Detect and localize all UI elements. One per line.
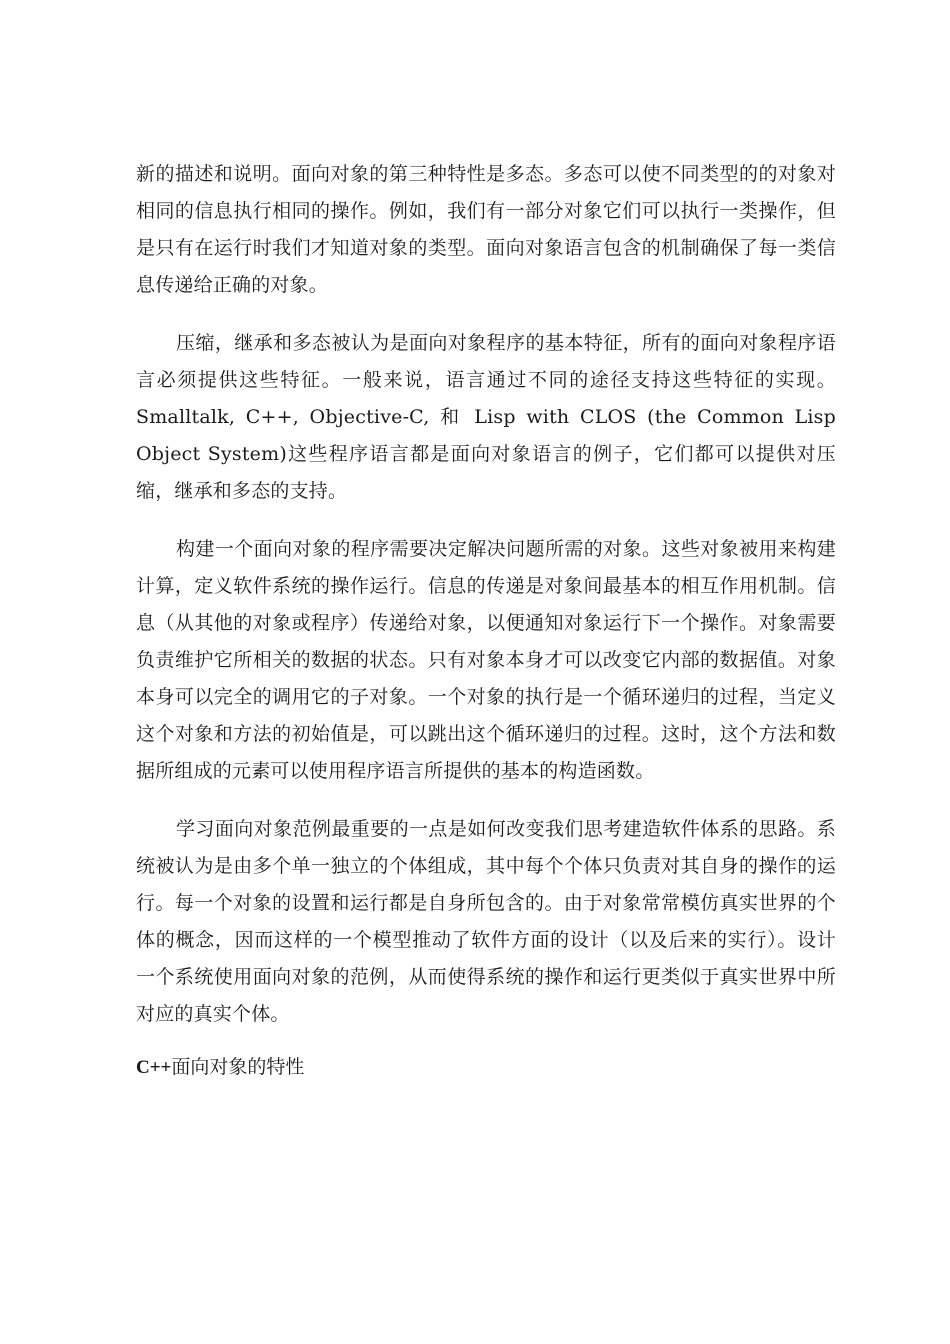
paragraph-learning-paradigm: 学习面向对象范例最重要的一点是如何改变我们思考建造软件体系的思路。系统被认为是由多个单一独立的个体组成，其中每个个体只负责对其自身的操作的运行。每一个对象的设置和运行都是自身所包含的。由于对象常常模仿真实世界的个体的概念，因而这样的一个模型推动了软件方面的设计（以及后来的实行）。设计一个系统使用面向对象的范例，从而使得系统的操作和运行更类似于真实世界中所对应的真实个体。 xyxy=(136,818,836,1025)
document-body xyxy=(136,156,836,1086)
section-heading-text: 面向对象的特性 xyxy=(171,1056,305,1078)
section-heading xyxy=(136,1049,836,1086)
section-heading-latin: C++ xyxy=(136,1057,172,1078)
paragraph-oop-features: 压缩，继承和多态被认为是面向对象程序的基本特征，所有的面向对象程序语言必须提供这些特征。一般来说，语言通过不同的途径支持这些特征的实现。Smalltalk, C++, Objective-C, 和 Lisp with CLOS (the Common Lisp Object System)这些程序语言都是面向对象语言的例子，它们都可以提供对压缩，继承和多态的支持。 xyxy=(136,332,836,502)
paragraph-polymorphism-continued: 新的描述和说明。面向对象的第三种特性是多态。多态可以使不同类型的的对象对相同的信息执行相同的操作。例如，我们有一部分对象它们可以执行一类操作，但是只有在运行时我们才知道对象的类型。面向对象语言包含的机制确保了每一类信息传递给正确的对象。 xyxy=(136,163,836,296)
paragraph-building-programs: 构建一个面向对象的程序需要决定解决问题所需的对象。这些对象被用来构建计算，定义软件系统的操作运行。信息的传递是对象间最基本的相互作用机制。信息（从其他的对象或程序）传递给对象，以便通知对象运行下一个操作。对象需要负责维护它所相关的数据的状态。只有对象本身才可以改变它内部的数据值。对象本身可以完全的调用它的子对象。一个对象的执行是一个循环递归的过程，当定义这个对象和方法的初始值是，可以跳出这个循环递归的过程。这时，这个方法和数据所组成的元素可以使用程序语言所提供的基本的构造函数。 xyxy=(136,538,836,782)
